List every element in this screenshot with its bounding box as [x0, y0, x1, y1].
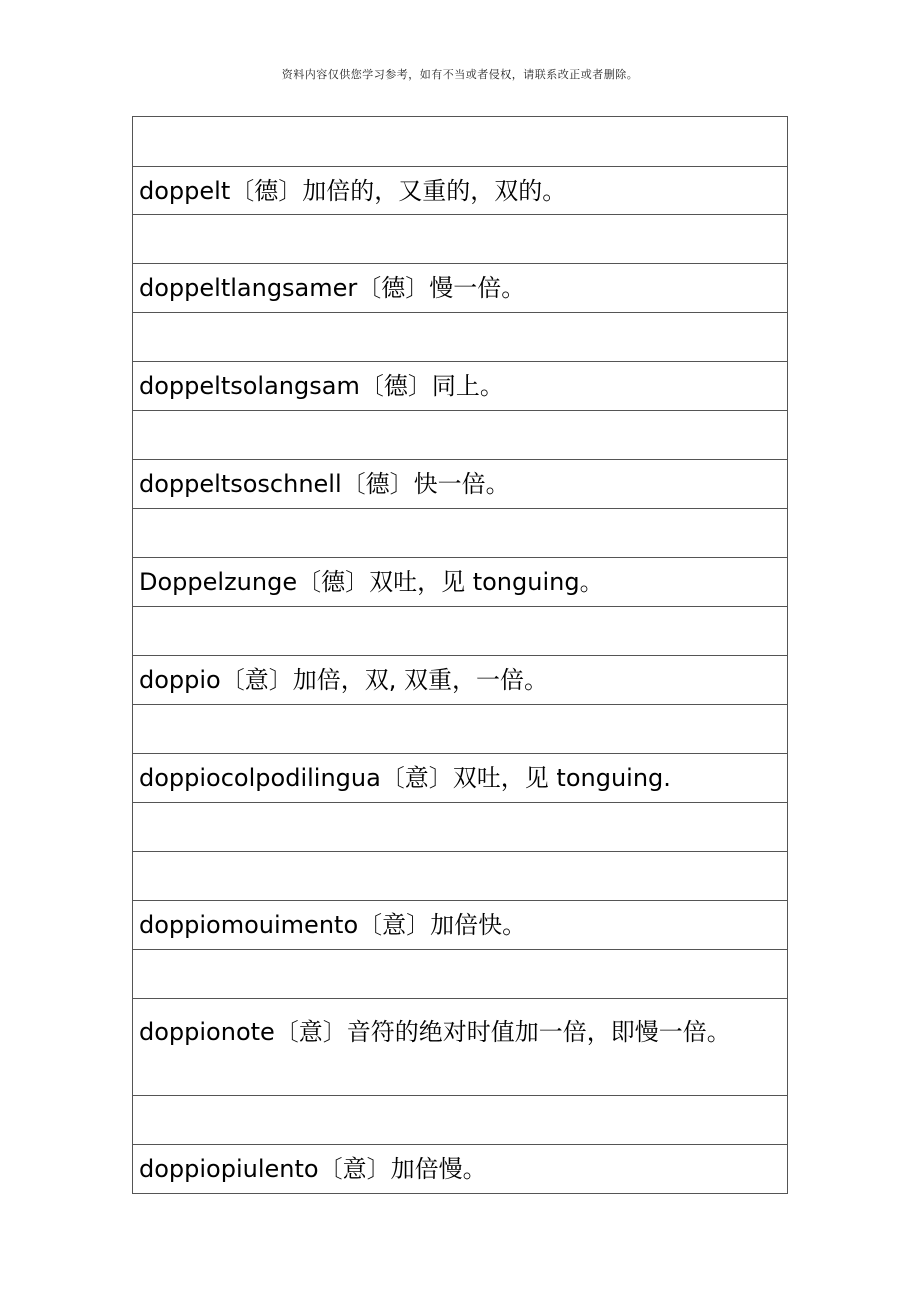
table-row-entry	[133, 655, 787, 704]
table-row-blank	[133, 606, 787, 655]
entry-doppiocolpodilingua: doppiocolpodilingua〔意〕双吐，见 tonguing.	[139, 764, 671, 792]
entry-doppelt: doppelt〔德〕加倍的，又重的，双的。	[139, 176, 567, 205]
table-row-blank	[133, 802, 787, 851]
table-row-entry	[133, 459, 787, 508]
table-row-blank	[133, 704, 787, 753]
table-row-blank	[133, 851, 787, 900]
table-row-blank	[133, 949, 787, 998]
entry-doppio: doppio〔意〕加倍，双, 双重，一倍。	[139, 666, 548, 694]
table-row-entry	[133, 998, 787, 1095]
entry-doppelzunge: Doppelzunge〔德〕双吐，见 tonguing。	[139, 568, 604, 596]
table-row-entry	[133, 361, 787, 410]
table-row-blank	[133, 117, 787, 166]
table-row-entry	[133, 900, 787, 949]
header-notice: 资料内容仅供您学习参考，如有不当或者侵权，请联系改正或者删除。	[281, 68, 639, 81]
table-row-entry	[133, 753, 787, 802]
table-row-blank	[133, 214, 787, 263]
entry-doppiopiulento: doppiopiulento〔意〕加倍慢。	[139, 1155, 487, 1183]
table-row-entry	[133, 1144, 787, 1193]
table-row-blank	[133, 410, 787, 459]
entry-doppionote: doppionote〔意〕音符的绝对时值加一倍，即慢一倍。	[139, 1018, 731, 1046]
table-row-blank	[133, 312, 787, 361]
entry-doppeltsoschnell: doppeltsoschnell〔德〕快一倍。	[139, 470, 510, 498]
glossary-table	[132, 116, 788, 1194]
table-row-entry	[133, 557, 787, 606]
table-row-blank	[133, 508, 787, 557]
table-row-entry	[133, 166, 787, 214]
table-row-entry	[133, 263, 787, 312]
entry-doppiomouimento: doppiomouimento〔意〕加倍快。	[139, 911, 527, 939]
table-row-blank	[133, 1095, 787, 1144]
entry-doppeltlangsamer: doppeltlangsamer〔德〕慢一倍。	[139, 274, 526, 302]
entry-doppeltsolangsam: doppeltsolangsam〔德〕同上。	[139, 372, 504, 400]
